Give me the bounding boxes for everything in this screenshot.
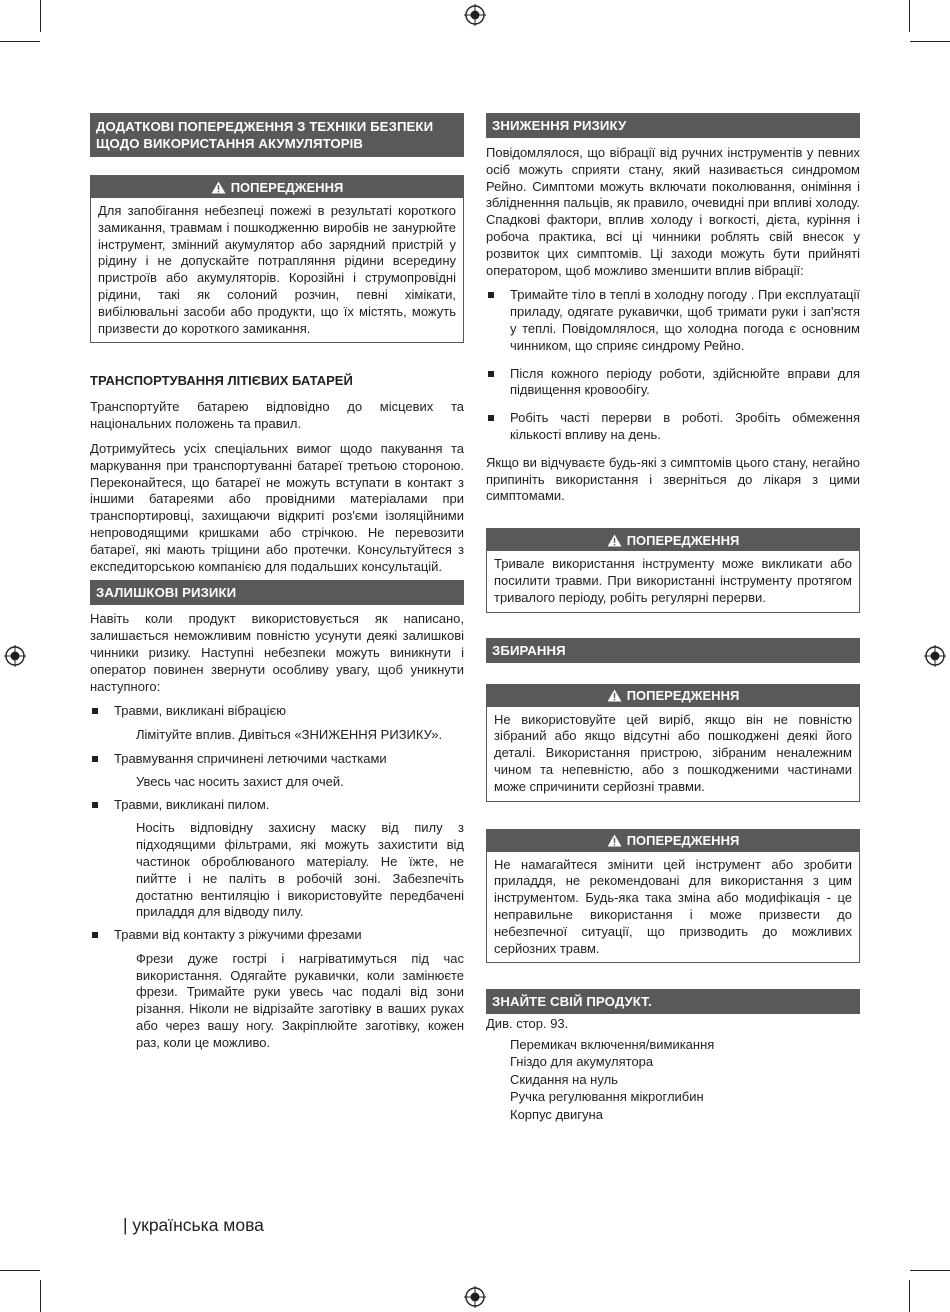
transport-paragraph: Дотримуйтесь усіх спеціальних вимог щодо пакування та маркування при транспортуванні батареї третьою стороною. Переконайтеся, що батареї не можуть вступати в контакт з іншими батареями або провідними матеріалами при транспортировці, захищаючи відкриті роз'єми ізоляційними непроводящими кришками або стрічкою. Не перевозити батареї, які мають тріщини або протечки. Консультуйтеся з експедиторською компанією для подальших консультацій. (90, 440, 464, 574)
warning-box-modification (486, 829, 860, 964)
product-parts-list (486, 1036, 860, 1124)
risk-reduction-intro: Повідомлялося, що вібрації від ручних інструментів у певних осіб можуть сприяти стану, який називається синдромом Рейно. Симптоми можуть включати поколювання, оніміння і зблідненння пальців, як правило, очевидні при впливі холоду. Спадкові фактори, вплив холоду і вогкості, дієта, куріння і робоча практика, всі ці чинники роблять свій внесок у розвиток цих симптомів. Ці заходи можуть бути прийняті оператором, щоб можливо зменшити вплив вібрації: (486, 145, 860, 278)
bullet-square-icon (488, 371, 494, 377)
registration-mark-icon (464, 4, 486, 26)
warning-title: ПОПЕРЕДЖЕННЯ (230, 179, 344, 195)
risk-list (90, 703, 464, 720)
crop-mark (40, 0, 41, 32)
list-item: Скидання на нуль (510, 1071, 618, 1087)
list-item: Гніздо для акумулятора (510, 1054, 654, 1070)
bullet-square-icon (92, 708, 98, 714)
warning-title: ПОПЕРЕДЖЕННЯ (626, 688, 740, 704)
risk-list (90, 751, 464, 768)
list-item: Після кожного періоду роботи, здійснюйте вправи для підвищення кровообігу. (486, 366, 860, 400)
risk-detail: Носіть відповідну захисну маску від пилу з підходящими фільтрами, які можуть захистити від частинок оброблюваного матеріалу. Не їжте, не пийтте і не паліть в робочій зоні. Забезпечіть достатню вентиляцію і використовуйте передбачені приладдя для відводу пилу. (136, 820, 464, 920)
warning-text: Тривале використання інструменту може викликати або посилити травми. При використанні інструменту протягом тривалого періоду, робіть регулярні перерви. (494, 556, 852, 605)
list-item: Травми, викликані вібрацією (90, 703, 464, 720)
battery-safety-heading: ДОДАТКОВІ ПОПЕРЕДЖЕННЯ З ТЕХНІКИ БЕЗПЕКИ ЩОДО ВИКОРИСТАННЯ АКУМУЛЯТОРІВ (90, 113, 464, 157)
crop-mark (909, 1280, 910, 1312)
risk-detail: Лімітуйте вплив. Дивіться «ЗНИЖЕННЯ РИЗИКУ». (136, 727, 443, 743)
crop-mark (910, 1270, 950, 1271)
warning-triangle-icon (607, 534, 622, 547)
risk-reduction-heading: ЗНИЖЕННЯ РИЗИКУ (486, 113, 860, 138)
warning-title: ПОПЕРЕДЖЕННЯ (626, 532, 740, 548)
risk-list (90, 927, 464, 944)
crop-mark (909, 0, 910, 32)
list-item: Травмування спричинені летючими частками (90, 751, 464, 768)
registration-mark-icon (924, 645, 946, 667)
crop-mark (40, 1280, 41, 1312)
left-column (90, 113, 464, 1052)
bullet-square-icon (92, 802, 98, 808)
crop-mark (0, 1270, 40, 1271)
warning-title: ПОПЕРЕДЖЕННЯ (626, 833, 740, 849)
risk-list (90, 797, 464, 814)
risk-detail: Увесь час носить захист для очей. (136, 773, 344, 789)
warning-triangle-icon (607, 834, 622, 847)
warning-text: Для запобігання небезпеці пожежі в результаті короткого замикання, травмам і пошкодженню виробів не занурюйте інструмент, змінний акумулятор або зарядний пристрій у рідину і не допускайте потрапляння рідини всередину пристроїв або акумуляторів. Корозійні і струмопровідні рідини, такі як солоний розчин, певні хімікати, вибілювальні засоби або продукти, що їх містять, можуть призвести до короткого замикання. (98, 203, 456, 336)
warning-text: Не використовуйте цей виріб, якщо він не повністю зібраний або якщо відсутні або пошкоджені деякі його деталі. Використання пристрою, зібраним неналежним чином та непевністю, або з пошкодженими частинами може спричинити серйозні травми. (494, 711, 852, 794)
list-item: Перемикач включення/вимикання (510, 1036, 715, 1052)
list-item: Травми, викликані пилом. (90, 797, 464, 814)
list-item: Корпус двигуна (510, 1106, 603, 1122)
list-item: Ручка регулювання мікроглибин (510, 1089, 704, 1105)
list-item: Травми від контакту з ріжучими фрезами (90, 927, 464, 944)
risk-reduction-outro: Якщо ви відчуваєте будь-які з симптомів цього стану, негайно припиніть використання і зверніться до лікаря з цими симптомами. (486, 454, 860, 504)
warning-box-battery (90, 175, 464, 343)
warning-header (487, 830, 859, 852)
warning-triangle-icon (607, 689, 622, 702)
warning-text: Не намагайтеся змінити цей інструмент або зробити приладдя, не рекомендовані для використання з цим інструментом. Будь-яка така зміна або модифікація - це неправильне використання і може призвести до небезпечної ситуації, що призводить до можливих серйозних травм. (494, 856, 852, 956)
residual-risks-heading: ЗАЛИШКОВІ РИЗИКИ (90, 580, 464, 605)
transport-paragraph: Транспортуйте батарею відповідно до місцевих та національних положень та правил. (90, 399, 464, 432)
page-reference: Див. стор. 93. (486, 1016, 569, 1032)
warning-triangle-icon (211, 181, 226, 194)
warning-header (487, 529, 859, 551)
registration-mark-icon (464, 1286, 486, 1308)
residual-intro: Навіть коли продукт використовується як написано, залишається неможливим повністю усунути деякі залишкові чинники ризику. Наступні небезпеки можуть виникнути і оператор повинен звернути особливу увагу, щоб уникнути наступного: (90, 611, 464, 694)
list-item: Тримайте тіло в теплі в холодну погоду . При експлуатації приладу, одягате рукавички, щоб тримати руки і зап'ястя у теплі. Повідомлялося, що холодна погода є основним чинником, що сприяє синдрому Рейно. (486, 287, 860, 354)
footer-language: | українська мова (123, 1215, 264, 1235)
bullet-square-icon (92, 756, 98, 762)
crop-mark (910, 41, 950, 42)
right-column (486, 113, 860, 1123)
bullet-square-icon (488, 415, 494, 421)
list-item: Робіть часті перерви в роботі. Зробіть обмеження кількості впливу на день. (486, 410, 860, 444)
reduction-list (486, 287, 860, 443)
assembly-heading: ЗБИРАННЯ (486, 638, 860, 663)
warning-header (487, 685, 859, 707)
risk-detail: Фрези дуже гострі і нагріватимуться під час використання. Одягайте рукавички, коли замінюєте фрези. Тримайте руки увесь час подалі від зони різання. Ніколи не відрізайте заготівку в ваших руках або через вашу ногу. Закріплюйте заготівку, кожен раз, коли це можливо. (136, 950, 464, 1050)
warning-box-assembly (486, 684, 860, 802)
crop-mark (0, 41, 40, 42)
bullet-square-icon (488, 292, 494, 298)
transport-heading: ТРАНСПОРТУВАННЯ ЛІТІЄВИХ БАТАРЕЙ (90, 373, 353, 389)
know-your-product-heading: ЗНАЙТЕ СВІЙ ПРОДУКТ. (486, 989, 860, 1014)
registration-mark-icon (4, 645, 26, 667)
bullet-square-icon (92, 932, 98, 938)
warning-header (91, 176, 463, 198)
warning-box-long-use (486, 528, 860, 612)
